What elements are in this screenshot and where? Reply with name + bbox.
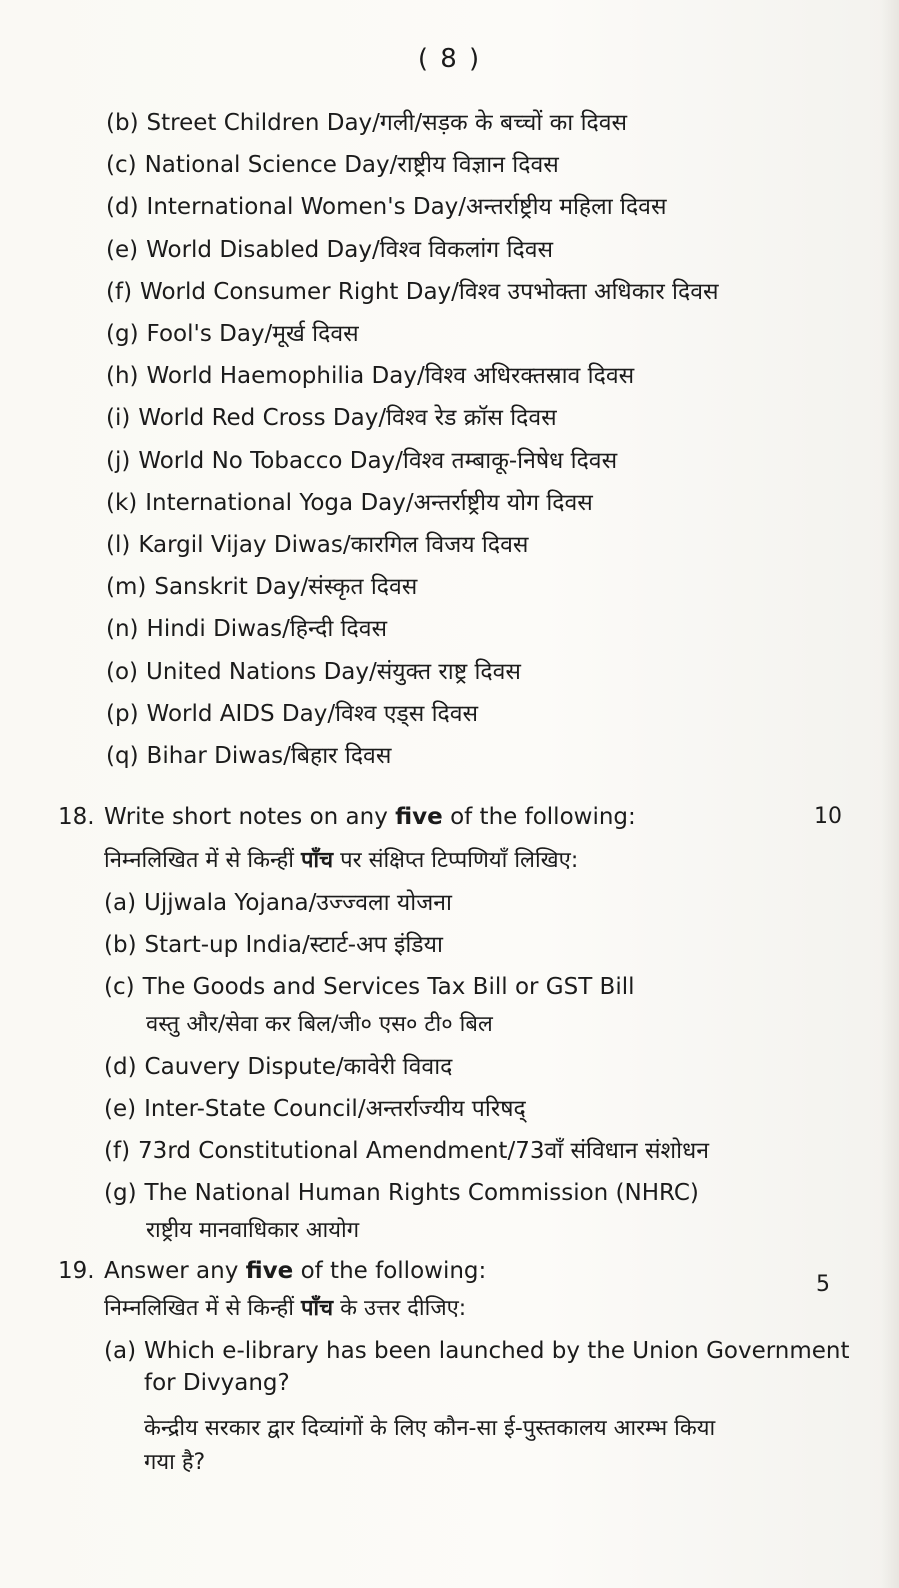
q17-item-label: (i) — [106, 405, 131, 432]
q18-list-item — [104, 1136, 709, 1166]
q17-item-label: (c) — [106, 152, 137, 179]
q17-item-text: World No Tobacco Day/विश्व तम्बाकू-निषेध दिवस — [138, 447, 618, 474]
q17-item-text: Street Children Day/गली/सड़क के बच्चों का दिवस — [146, 110, 628, 136]
q17-item-text: Kargil Vijay Diwas/कारगिल विजय दिवस — [138, 532, 529, 558]
q19-item-a — [104, 1336, 850, 1366]
q18-list-item — [104, 888, 452, 918]
q17-item-label: (b) — [106, 110, 139, 136]
q19-marks: 5 — [816, 1272, 830, 1297]
q19-item-a-hindi-line2: गया है? — [144, 1450, 206, 1475]
q17-list-item — [106, 403, 557, 433]
q18-item-text: The Goods and Services Tax Bill or GST Bill — [142, 974, 635, 1000]
q18-prompt-bold: five — [395, 804, 443, 830]
q18-item-text: The National Human Rights Commission (NHRC) — [144, 1180, 699, 1206]
q18-hindi-prefix: निम्नलिखित में से किन्हीं — [104, 848, 301, 873]
q18-item-continuation: वस्तु और/सेवा कर बिल/जी० एस० टी० बिल — [146, 1012, 493, 1037]
q17-item-label: (m) — [106, 574, 147, 601]
q17-list-item — [106, 192, 667, 222]
q18-prompt-suffix: of the following: — [442, 804, 636, 830]
q18-item-text: Ujjwala Yojana/उज्ज्वला योजना — [144, 890, 452, 916]
q18-number: 18. — [58, 804, 95, 830]
q17-item-label: (l) — [106, 532, 131, 558]
q17-item-label: (p) — [106, 700, 139, 727]
q18-hindi-bold: पाँच — [300, 848, 334, 873]
q19-hindi-prompt — [104, 1294, 466, 1324]
q18-item-label: (f) — [104, 1138, 131, 1164]
q19-hindi-bold: पाँच — [300, 1296, 334, 1321]
q17-item-text: Hindi Diwas/हिन्दी दिवस — [146, 616, 388, 643]
q17-item-text: World AIDS Day/विश्व एड्स दिवस — [146, 700, 479, 727]
q17-list-item — [106, 572, 417, 602]
q17-list-item — [106, 108, 627, 138]
q17-item-text: World Haemophilia Day/विश्व अधिरक्तस्राव दिवस — [146, 363, 635, 390]
q19-prompt — [104, 1256, 486, 1286]
q17-item-text: World Red Cross Day/विश्व रेड क्रॉस दिवस — [138, 405, 557, 432]
q17-item-label: (d) — [106, 194, 139, 221]
q17-item-text: World Consumer Right Day/विश्व उपभोक्ता अधिकार दिवस — [140, 278, 719, 305]
q18-marks: 10 — [814, 804, 842, 829]
q18-list-item — [104, 1052, 452, 1082]
q19-prompt-prefix: Answer any — [104, 1258, 246, 1284]
q17-item-label: (o) — [106, 658, 139, 685]
q17-list-item — [106, 741, 391, 771]
q17-item-label: (f) — [106, 278, 133, 305]
q17-item-label: (e) — [106, 236, 139, 263]
q17-list-item — [106, 530, 528, 560]
page-edge-shadow — [881, 0, 899, 1588]
q17-list-item — [106, 235, 553, 265]
q17-item-text: International Women's Day/अन्तर्राष्ट्रीय महिला दिवस — [146, 194, 667, 221]
q19-prompt-bold: five — [245, 1258, 294, 1284]
q17-list-item — [106, 361, 634, 391]
q18-item-text: Start-up India/स्टार्ट-अप इंडिया — [144, 932, 443, 958]
q18-item-label: (e) — [104, 1096, 137, 1122]
q18-list-item — [104, 972, 635, 1002]
q17-item-label: (h) — [106, 363, 139, 390]
q17-list-item — [106, 699, 478, 729]
q17-list-item — [106, 614, 387, 644]
q17-item-label: (k) — [106, 489, 138, 516]
q17-list-item — [106, 657, 521, 687]
q17-item-label: (j) — [106, 447, 131, 474]
q17-item-text: World Disabled Day/विश्व विकलांग दिवस — [146, 236, 554, 263]
q17-item-text: Bihar Diwas/बिहार दिवस — [146, 743, 392, 769]
q18-item-label: (a) — [104, 890, 137, 916]
q18-item-text: 73rd Constitutional Amendment/73वाँ संविधान संशोधन — [138, 1138, 710, 1164]
q17-list-item — [106, 446, 617, 476]
q17-list-item — [106, 488, 593, 518]
q18-item-label: (c) — [104, 974, 135, 1000]
q19-item-a-line2: for Divyang? — [144, 1370, 290, 1396]
q18-item-text: Cauvery Dispute/कावेरी विवाद — [144, 1054, 453, 1080]
q18-list-item — [104, 930, 443, 960]
q19-item-a-line1: Which e-library has been launched by the Union Government — [144, 1338, 850, 1364]
q18-prompt — [104, 802, 636, 832]
q19-hindi-suffix: के उत्तर दीजिए: — [333, 1296, 467, 1321]
q18-prompt-prefix: Write short notes on any — [104, 804, 396, 830]
q17-item-label: (n) — [106, 616, 139, 643]
q17-item-label: (g) — [106, 321, 139, 347]
q18-hindi-prompt — [104, 846, 578, 876]
q17-item-text: United Nations Day/संयुक्त राष्ट्र दिवस — [146, 658, 521, 685]
q17-item-text: National Science Day/राष्ट्रीय विज्ञान दिवस — [144, 152, 559, 179]
q19-prompt-suffix: of the following: — [293, 1258, 487, 1284]
q18-list-item — [104, 1094, 526, 1124]
q19-item-a-hindi-line1: केन्द्रीय सरकार द्वार दिव्यांगों के लिए कौन-सा ई-पुस्तकालय आरम्भ किया — [144, 1416, 716, 1441]
q18-hindi-suffix: पर संक्षिप्त टिप्पणियाँ लिखिए: — [333, 848, 579, 873]
q17-item-text: International Yoga Day/अन्तर्राष्ट्रीय योग दिवस — [145, 489, 593, 516]
q19-number: 19. — [58, 1258, 95, 1284]
q18-item-continuation: राष्ट्रीय मानवाधिकार आयोग — [146, 1218, 360, 1243]
q18-item-label: (d) — [104, 1054, 137, 1080]
q18-item-label: (g) — [104, 1180, 137, 1206]
q19-hindi-prefix: निम्नलिखित में से किन्हीं — [104, 1296, 301, 1321]
q17-item-label: (q) — [106, 743, 139, 769]
page-number: ( 8 ) — [417, 44, 482, 74]
q17-item-text: Sanskrit Day/संस्कृत दिवस — [154, 574, 418, 601]
q18-item-text: Inter-State Council/अन्तर्राज्यीय परिषद् — [144, 1096, 526, 1122]
q17-item-text: Fool's Day/मूर्ख दिवस — [146, 321, 359, 347]
q17-list-item — [106, 277, 719, 307]
q19-item-a-label: (a) — [104, 1338, 137, 1364]
q17-list-item — [106, 150, 559, 180]
q18-item-label: (b) — [104, 932, 137, 958]
q18-list-item — [104, 1178, 699, 1208]
q17-list-item — [106, 319, 359, 349]
